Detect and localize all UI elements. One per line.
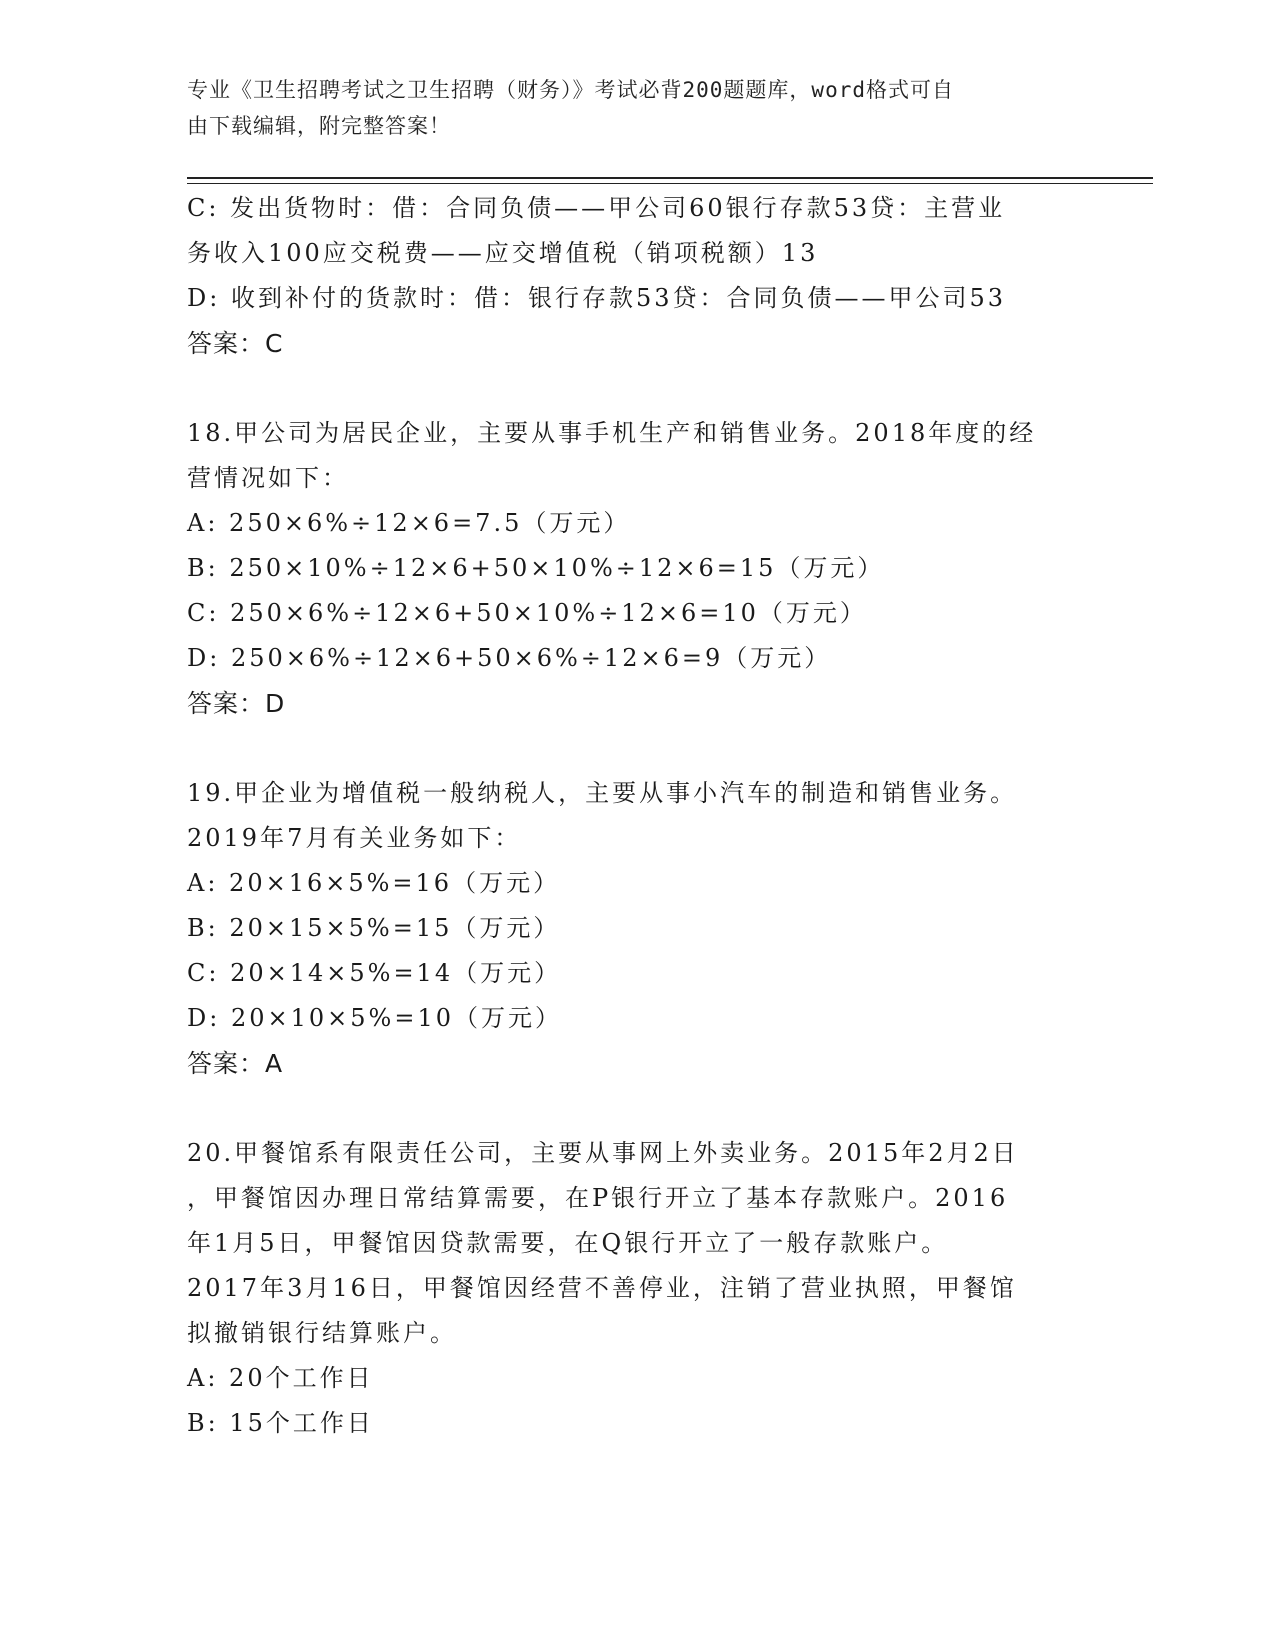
option-c: C: 250×6%÷12×6+50×10%÷12×6=10（万元）	[187, 599, 867, 627]
spacer	[187, 726, 1087, 771]
option-d: D: 收到补付的货款时：借：银行存款53贷：合同负债——甲公司53	[187, 284, 1007, 312]
option-b: B: 20×15×5%=15（万元）	[187, 914, 561, 942]
question-stem-line-2: 2019年7月有关业务如下：	[187, 824, 522, 852]
question-stem-line-4: 2017年3月16日，甲餐馆因经营不善停业，注销了营业执照，甲餐馆	[187, 1274, 1017, 1302]
spacer	[187, 1086, 1087, 1131]
header-divider-thick	[187, 177, 1153, 179]
question-stem-line-1: 19.甲企业为增值税一般纳税人，主要从事小汽车的制造和销售业务。	[187, 779, 1018, 807]
question-stem-line-1: 20.甲餐馆系有限责任公司，主要从事网上外卖业务。2015年2月2日	[187, 1139, 1019, 1167]
question-stem-line-3: 年1月5日，甲餐馆因贷款需要，在Q银行开立了一般存款账户。	[187, 1229, 949, 1257]
option-c-line-2: 务收入100应交税费——应交增值税（销项税额）13	[187, 239, 819, 267]
spacer	[187, 366, 1087, 411]
answer: 答案：C	[187, 329, 284, 358]
header-line-1: 专业《卫生招聘考试之卫生招聘（财务）》考试必背200题题库，word格式可自	[187, 78, 954, 102]
option-a: A: 250×6%÷12×6=7.5（万元）	[187, 509, 631, 537]
option-b: B: 250×10%÷12×6+50×10%÷12×6=15（万元）	[187, 554, 885, 582]
answer: 答案：D	[187, 689, 286, 718]
question-stem-line-2: 营情况如下：	[187, 464, 349, 492]
option-b: B: 15个工作日	[187, 1409, 374, 1437]
question-stem-line-5: 拟撤销银行结算账户。	[187, 1319, 457, 1347]
answer: 答案：A	[187, 1049, 284, 1078]
option-d: D: 20×10×5%=10（万元）	[187, 1004, 562, 1032]
question-stem-line-2: ，甲餐馆因办理日常结算需要，在P银行开立了基本存款账户。2016	[187, 1184, 1009, 1212]
question-stem-line-1: 18.甲公司为居民企业，主要从事手机生产和销售业务。2018年度的经	[187, 419, 1037, 447]
option-a: A: 20个工作日	[187, 1364, 374, 1392]
header-divider-thin	[187, 183, 1153, 184]
question-19	[187, 771, 1087, 1086]
option-c: C: 20×14×5%=14（万元）	[187, 959, 562, 987]
question-20	[187, 1131, 1087, 1446]
document-body	[187, 186, 1087, 1446]
question-18	[187, 411, 1087, 726]
header-line-2: 由下载编辑，附完整答案！	[187, 114, 451, 138]
option-a: A: 20×16×5%=16（万元）	[187, 869, 561, 897]
option-c-line-1: C: 发出货物时：借：合同负债——甲公司60银行存款53贷：主营业	[187, 194, 1006, 222]
option-d: D: 250×6%÷12×6+50×6%÷12×6=9（万元）	[187, 644, 832, 672]
question-17	[187, 186, 1087, 366]
document-header	[187, 72, 1067, 144]
